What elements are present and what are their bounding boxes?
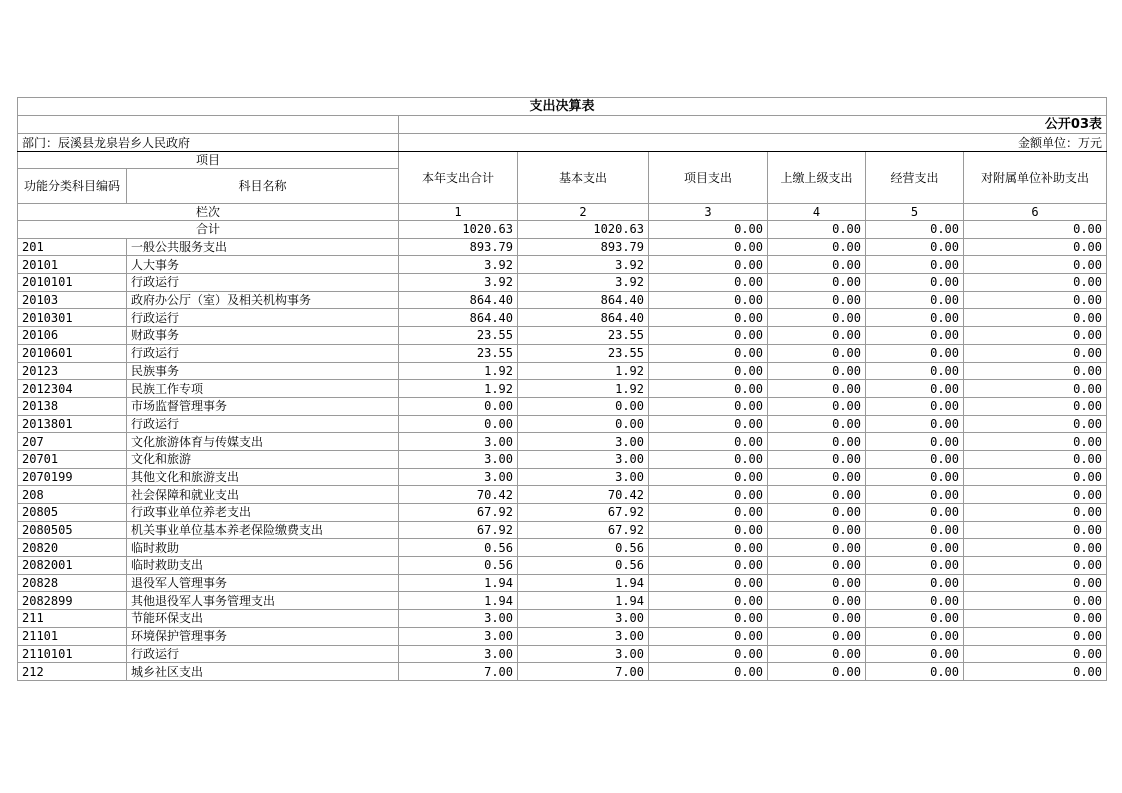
row-value: 3.00 xyxy=(399,468,518,486)
row-value: 0.00 xyxy=(649,627,768,645)
row-value: 0.00 xyxy=(768,362,866,380)
row-value: 0.00 xyxy=(866,362,964,380)
row-name: 一般公共服务支出 xyxy=(127,238,399,256)
total-value: 0.00 xyxy=(964,221,1107,239)
row-name: 行政运行 xyxy=(127,274,399,292)
row-value: 0.00 xyxy=(866,309,964,327)
row-value: 0.00 xyxy=(964,610,1107,628)
row-value: 0.00 xyxy=(866,238,964,256)
row-value: 0.00 xyxy=(649,557,768,575)
row-value: 0.00 xyxy=(866,433,964,451)
department-row xyxy=(18,134,1107,152)
row-value: 0.00 xyxy=(964,592,1107,610)
row-value: 70.42 xyxy=(518,486,649,504)
column-number-label: 栏次 xyxy=(18,204,399,221)
row-value: 3.92 xyxy=(518,274,649,292)
row-value: 0.00 xyxy=(866,627,964,645)
row-value: 67.92 xyxy=(399,504,518,522)
row-code: 2010301 xyxy=(18,309,127,327)
row-value: 0.00 xyxy=(964,415,1107,433)
row-value: 0.56 xyxy=(518,539,649,557)
table-row xyxy=(18,344,1107,362)
row-value: 0.00 xyxy=(768,539,866,557)
total-value: 0.00 xyxy=(768,221,866,239)
row-value: 0.00 xyxy=(964,627,1107,645)
total-value: 0.00 xyxy=(649,221,768,239)
row-value: 23.55 xyxy=(518,327,649,345)
row-value: 0.00 xyxy=(768,504,866,522)
total-label: 合计 xyxy=(18,221,399,239)
row-value: 0.00 xyxy=(649,521,768,539)
row-value: 0.00 xyxy=(649,344,768,362)
row-value: 0.00 xyxy=(866,592,964,610)
row-value: 0.00 xyxy=(866,274,964,292)
row-value: 0.00 xyxy=(649,380,768,398)
row-name: 退役军人管理事务 xyxy=(127,574,399,592)
row-value: 23.55 xyxy=(399,344,518,362)
row-value: 0.00 xyxy=(866,610,964,628)
row-value: 0.00 xyxy=(768,291,866,309)
row-value: 0.00 xyxy=(964,557,1107,575)
table-row xyxy=(18,274,1107,292)
row-value: 0.00 xyxy=(768,344,866,362)
row-code: 211 xyxy=(18,610,127,628)
row-name: 节能环保支出 xyxy=(127,610,399,628)
row-value: 893.79 xyxy=(518,238,649,256)
row-value: 3.00 xyxy=(518,645,649,663)
row-code: 20701 xyxy=(18,450,127,468)
column-number: 6 xyxy=(964,204,1107,221)
row-value: 1.94 xyxy=(518,574,649,592)
row-value: 67.92 xyxy=(518,504,649,522)
row-value: 3.00 xyxy=(399,610,518,628)
row-value: 1.92 xyxy=(399,362,518,380)
row-code: 2013801 xyxy=(18,415,127,433)
row-value: 0.00 xyxy=(964,397,1107,415)
row-value: 864.40 xyxy=(518,309,649,327)
row-value: 0.00 xyxy=(866,468,964,486)
row-value: 0.00 xyxy=(768,309,866,327)
row-code: 2082899 xyxy=(18,592,127,610)
column-number: 3 xyxy=(649,204,768,221)
row-value: 0.00 xyxy=(964,309,1107,327)
row-value: 0.00 xyxy=(964,291,1107,309)
header-name: 科目名称 xyxy=(127,169,399,204)
row-value: 0.00 xyxy=(768,450,866,468)
table-row xyxy=(18,415,1107,433)
row-value: 0.00 xyxy=(649,486,768,504)
row-value: 0.00 xyxy=(964,238,1107,256)
row-name: 民族事务 xyxy=(127,362,399,380)
row-value: 1.92 xyxy=(518,380,649,398)
row-value: 0.00 xyxy=(964,433,1107,451)
row-code: 2080505 xyxy=(18,521,127,539)
table-row xyxy=(18,256,1107,274)
row-code: 20138 xyxy=(18,397,127,415)
table-row xyxy=(18,521,1107,539)
row-name: 文化和旅游 xyxy=(127,450,399,468)
row-value: 0.00 xyxy=(768,521,866,539)
row-value: 0.00 xyxy=(866,256,964,274)
row-value: 0.00 xyxy=(768,238,866,256)
row-value: 3.00 xyxy=(518,450,649,468)
row-name: 市场监督管理事务 xyxy=(127,397,399,415)
column-number: 1 xyxy=(399,204,518,221)
header-code: 功能分类科目编码 xyxy=(18,169,127,204)
header-subsidy: 对附属单位补助支出 xyxy=(964,152,1107,204)
table-row xyxy=(18,504,1107,522)
row-value: 864.40 xyxy=(518,291,649,309)
row-code: 20805 xyxy=(18,504,127,522)
table-row xyxy=(18,397,1107,415)
row-value: 0.00 xyxy=(649,274,768,292)
row-name: 文化旅游体育与传媒支出 xyxy=(127,433,399,451)
row-name: 其他文化和旅游支出 xyxy=(127,468,399,486)
row-value: 0.00 xyxy=(649,610,768,628)
row-value: 0.00 xyxy=(964,504,1107,522)
row-value: 864.40 xyxy=(399,291,518,309)
row-name: 民族工作专项 xyxy=(127,380,399,398)
row-value: 67.92 xyxy=(518,521,649,539)
row-value: 0.00 xyxy=(964,450,1107,468)
row-value: 0.00 xyxy=(768,610,866,628)
row-name: 环境保护管理事务 xyxy=(127,627,399,645)
row-value: 0.00 xyxy=(866,521,964,539)
row-value: 0.00 xyxy=(768,380,866,398)
table-row xyxy=(18,380,1107,398)
row-value: 0.00 xyxy=(768,627,866,645)
row-name: 财政事务 xyxy=(127,327,399,345)
row-code: 20103 xyxy=(18,291,127,309)
row-name: 行政运行 xyxy=(127,415,399,433)
header-row-project xyxy=(18,152,1107,169)
row-code: 2110101 xyxy=(18,645,127,663)
row-name: 城乡社区支出 xyxy=(127,663,399,681)
row-name: 行政事业单位养老支出 xyxy=(127,504,399,522)
row-name: 社会保障和就业支出 xyxy=(127,486,399,504)
row-value: 0.00 xyxy=(964,362,1107,380)
row-code: 212 xyxy=(18,663,127,681)
row-value: 3.00 xyxy=(399,627,518,645)
table-row xyxy=(18,592,1107,610)
row-code: 20123 xyxy=(18,362,127,380)
row-value: 3.00 xyxy=(399,433,518,451)
row-value: 1.94 xyxy=(399,574,518,592)
row-value: 0.00 xyxy=(649,291,768,309)
row-value: 3.00 xyxy=(399,645,518,663)
row-code: 20828 xyxy=(18,574,127,592)
row-value: 0.00 xyxy=(768,468,866,486)
form-code-row xyxy=(18,116,1107,134)
table-row xyxy=(18,309,1107,327)
row-value: 1.94 xyxy=(518,592,649,610)
row-value: 0.00 xyxy=(649,450,768,468)
table-row xyxy=(18,574,1107,592)
total-value: 1020.63 xyxy=(518,221,649,239)
table-row xyxy=(18,238,1107,256)
row-value: 0.00 xyxy=(866,539,964,557)
row-value: 70.42 xyxy=(399,486,518,504)
row-code: 2010101 xyxy=(18,274,127,292)
row-name: 政府办公厅（室）及相关机构事务 xyxy=(127,291,399,309)
row-value: 0.00 xyxy=(866,415,964,433)
row-value: 0.00 xyxy=(649,397,768,415)
row-code: 201 xyxy=(18,238,127,256)
row-value: 0.00 xyxy=(768,574,866,592)
row-value: 67.92 xyxy=(399,521,518,539)
row-value: 0.00 xyxy=(768,397,866,415)
table-row xyxy=(18,539,1107,557)
row-name: 行政运行 xyxy=(127,309,399,327)
row-value: 0.00 xyxy=(866,380,964,398)
row-code: 21101 xyxy=(18,627,127,645)
row-value: 0.00 xyxy=(649,539,768,557)
row-value: 3.00 xyxy=(399,450,518,468)
row-value: 0.00 xyxy=(649,468,768,486)
table-row xyxy=(18,645,1107,663)
title-row xyxy=(18,98,1107,116)
column-number-row xyxy=(18,204,1107,221)
row-value: 0.00 xyxy=(649,645,768,663)
row-value: 0.00 xyxy=(768,327,866,345)
header-upper: 上缴上级支出 xyxy=(768,152,866,204)
row-value: 0.00 xyxy=(649,504,768,522)
row-code: 20101 xyxy=(18,256,127,274)
total-row xyxy=(18,221,1107,239)
header-project: 项目 xyxy=(18,152,399,169)
row-value: 0.00 xyxy=(964,486,1107,504)
row-value: 0.00 xyxy=(768,433,866,451)
row-value: 0.00 xyxy=(964,344,1107,362)
row-value: 0.00 xyxy=(866,645,964,663)
row-value: 0.00 xyxy=(649,256,768,274)
row-value: 0.00 xyxy=(399,397,518,415)
row-value: 0.00 xyxy=(964,663,1107,681)
row-value: 1.94 xyxy=(399,592,518,610)
row-value: 23.55 xyxy=(399,327,518,345)
row-value: 0.00 xyxy=(964,327,1107,345)
expenditure-table xyxy=(17,97,1107,681)
row-value: 864.40 xyxy=(399,309,518,327)
row-value: 0.00 xyxy=(649,433,768,451)
row-value: 3.00 xyxy=(518,468,649,486)
row-code: 207 xyxy=(18,433,127,451)
total-value: 0.00 xyxy=(866,221,964,239)
row-value: 0.00 xyxy=(866,504,964,522)
row-value: 0.00 xyxy=(964,274,1107,292)
row-value: 1.92 xyxy=(518,362,649,380)
table-row xyxy=(18,627,1107,645)
row-value: 0.00 xyxy=(964,645,1107,663)
table-row xyxy=(18,291,1107,309)
row-value: 0.00 xyxy=(866,557,964,575)
row-value: 0.00 xyxy=(964,380,1107,398)
row-name: 临时救助支出 xyxy=(127,557,399,575)
row-value: 893.79 xyxy=(399,238,518,256)
row-code: 20820 xyxy=(18,539,127,557)
row-value: 0.00 xyxy=(964,521,1107,539)
row-code: 2010601 xyxy=(18,344,127,362)
row-value: 0.00 xyxy=(866,663,964,681)
row-value: 0.00 xyxy=(964,256,1107,274)
row-name: 行政运行 xyxy=(127,344,399,362)
row-value: 7.00 xyxy=(518,663,649,681)
table-row xyxy=(18,468,1107,486)
unit-label: 金额单位：万元 xyxy=(399,134,1107,152)
row-code: 20106 xyxy=(18,327,127,345)
department-label: 部门：辰溪县龙泉岩乡人民政府 xyxy=(18,134,399,152)
row-code: 2070199 xyxy=(18,468,127,486)
table-row xyxy=(18,450,1107,468)
row-value: 3.00 xyxy=(518,627,649,645)
row-value: 0.00 xyxy=(866,291,964,309)
row-value: 0.56 xyxy=(518,557,649,575)
row-value: 0.00 xyxy=(866,397,964,415)
row-value: 0.00 xyxy=(518,397,649,415)
table-row xyxy=(18,433,1107,451)
row-value: 0.00 xyxy=(649,663,768,681)
row-value: 0.00 xyxy=(399,415,518,433)
table-row xyxy=(18,610,1107,628)
row-value: 3.92 xyxy=(399,256,518,274)
row-value: 0.56 xyxy=(399,557,518,575)
row-name: 人大事务 xyxy=(127,256,399,274)
row-name: 机关事业单位基本养老保险缴费支出 xyxy=(127,521,399,539)
row-value: 0.00 xyxy=(649,574,768,592)
row-value: 0.00 xyxy=(768,486,866,504)
row-value: 23.55 xyxy=(518,344,649,362)
row-value: 0.00 xyxy=(964,539,1107,557)
row-value: 0.00 xyxy=(768,415,866,433)
row-value: 0.00 xyxy=(768,592,866,610)
row-value: 0.00 xyxy=(768,645,866,663)
column-number: 2 xyxy=(518,204,649,221)
row-value: 0.00 xyxy=(518,415,649,433)
row-value: 0.00 xyxy=(649,362,768,380)
header-business: 经营支出 xyxy=(866,152,964,204)
table-row xyxy=(18,486,1107,504)
row-value: 0.00 xyxy=(768,274,866,292)
row-value: 0.00 xyxy=(649,238,768,256)
row-value: 0.00 xyxy=(649,327,768,345)
row-value: 0.00 xyxy=(964,574,1107,592)
row-value: 0.00 xyxy=(866,344,964,362)
row-value: 0.00 xyxy=(768,557,866,575)
row-value: 1.92 xyxy=(399,380,518,398)
table-row xyxy=(18,663,1107,681)
row-value: 3.00 xyxy=(518,610,649,628)
header-project-expense: 项目支出 xyxy=(649,152,768,204)
header-basic: 基本支出 xyxy=(518,152,649,204)
column-number: 5 xyxy=(866,204,964,221)
row-value: 3.92 xyxy=(518,256,649,274)
row-code: 2012304 xyxy=(18,380,127,398)
table-row xyxy=(18,362,1107,380)
row-value: 0.00 xyxy=(866,327,964,345)
row-value: 7.00 xyxy=(399,663,518,681)
row-code: 2082001 xyxy=(18,557,127,575)
table-title: 支出决算表 xyxy=(18,98,1107,116)
row-code: 208 xyxy=(18,486,127,504)
column-number: 4 xyxy=(768,204,866,221)
row-value: 0.00 xyxy=(649,592,768,610)
row-value: 0.00 xyxy=(866,450,964,468)
table-row xyxy=(18,557,1107,575)
header-total: 本年支出合计 xyxy=(399,152,518,204)
row-value: 3.00 xyxy=(518,433,649,451)
table-row xyxy=(18,327,1107,345)
row-value: 0.00 xyxy=(649,415,768,433)
row-value: 0.00 xyxy=(964,468,1107,486)
row-value: 0.00 xyxy=(649,309,768,327)
row-value: 0.00 xyxy=(768,256,866,274)
row-value: 0.00 xyxy=(866,574,964,592)
row-value: 0.00 xyxy=(866,486,964,504)
total-value: 1020.63 xyxy=(399,221,518,239)
row-value: 3.92 xyxy=(399,274,518,292)
row-name: 临时救助 xyxy=(127,539,399,557)
form-code: 公开03表 xyxy=(399,116,1107,134)
row-name: 行政运行 xyxy=(127,645,399,663)
row-value: 0.00 xyxy=(768,663,866,681)
row-value: 0.56 xyxy=(399,539,518,557)
row-name: 其他退役军人事务管理支出 xyxy=(127,592,399,610)
